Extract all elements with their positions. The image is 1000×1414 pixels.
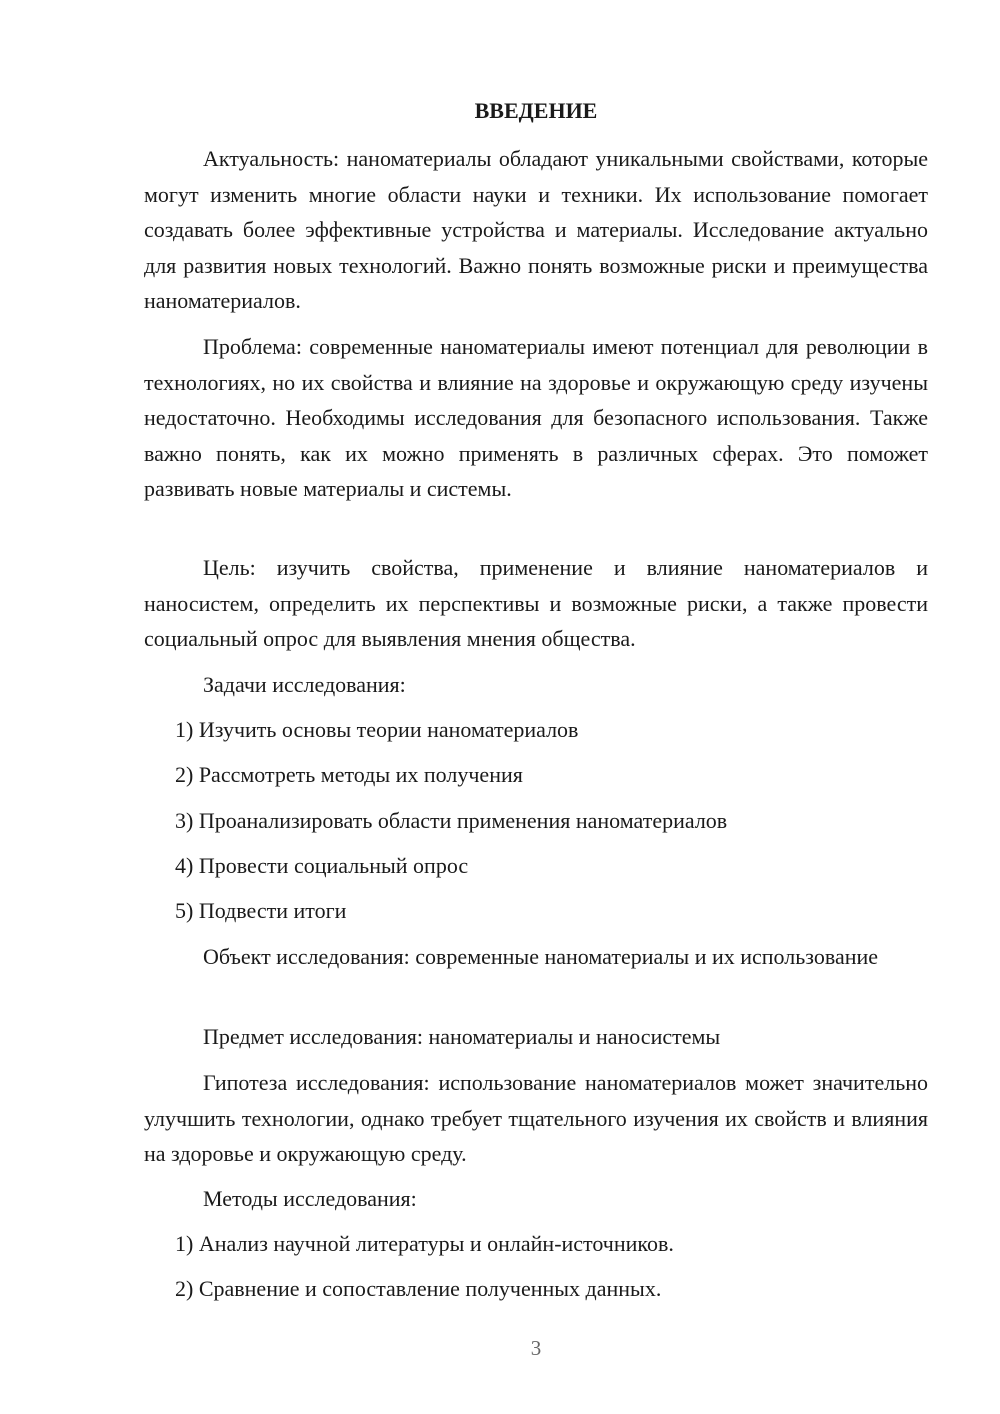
relevance-paragraph: Актуальность: наноматериалы обладают уникальными свойствами, которые могут изменить многие области науки и техники. Их использование помогает создавать более эффективные устройства и материалы. Исследование актуально для развития новых технологий. Важно понять возможные риски и преимущества наноматериалов. (144, 146, 928, 313)
object-paragraph: Объект исследования: современные наноматериалы и их использование (203, 944, 879, 969)
subject-line: Предмет исследования: наноматериалы и наносистемы (203, 1024, 721, 1049)
page-number: 3 (530, 1336, 542, 1360)
problem-paragraph: Проблема: современные наноматериалы имеют потенциал для революции в технологиях, но их свойства и влияние на здоровье и окружающую среду изучены недостаточно. Необходимы исследования для безопасного использования. Также важно понять, как их можно применять в различных сферах. Это поможет развивать новые материалы и системы. (144, 334, 928, 501)
hypothesis-paragraph: Гипотеза исследования: использование наноматериалов может значительно улучшить технологии, однако требует тщательного изучения их свойств и влияния на здоровье и окружающую среду. (144, 1070, 928, 1166)
task-item: 4) Провести социальный опрос (175, 853, 469, 878)
goal-paragraph: Цель: изучить свойства, применение и влияние наноматериалов и наносистем, определить их перспективы и возможные риски, а также провести социальный опрос для выявления мнения общества. (144, 555, 928, 651)
method-item: 2) Сравнение и сопоставление полученных данных. (175, 1276, 662, 1301)
task-item: 3) Проанализировать области применения наноматериалов (175, 808, 728, 833)
method-item: 1) Анализ научной литературы и онлайн-источников. (175, 1231, 674, 1256)
section-title: ВВЕДЕНИЕ (474, 98, 598, 123)
methods-heading: Методы исследования: (203, 1186, 417, 1211)
task-item: 5) Подвести итоги (175, 898, 347, 923)
task-item: 1) Изучить основы теории наноматериалов (175, 717, 579, 742)
tasks-heading: Задачи исследования: (203, 672, 406, 697)
task-item: 2) Рассмотреть методы их получения (175, 762, 523, 787)
